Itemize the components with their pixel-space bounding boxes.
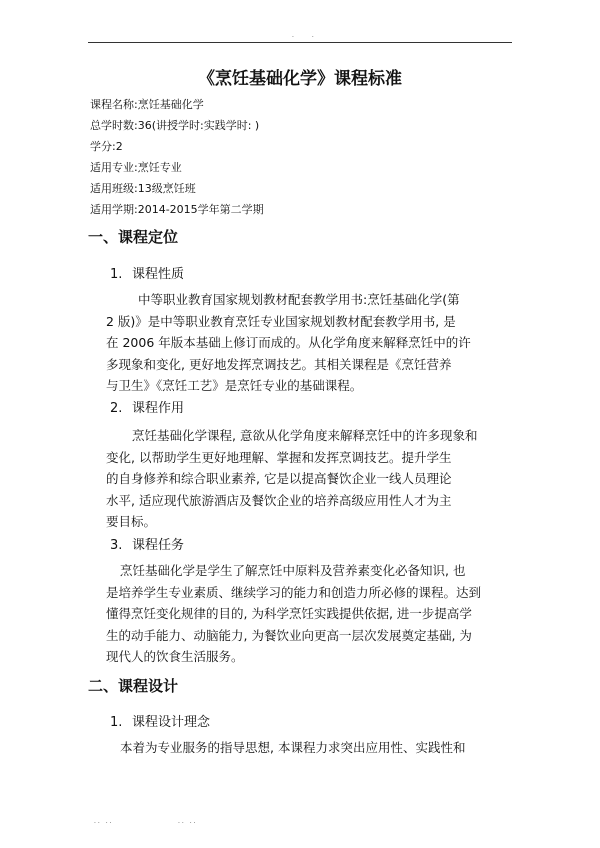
subsection-title: 课程性质	[132, 267, 185, 282]
paragraph-line: 要目标。	[106, 514, 157, 529]
subsection-heading-nature	[110, 263, 184, 282]
meta-semester: 适用学期:2014-2015学年第二学期	[90, 203, 264, 216]
paragraph-line: 2 版)》是中等职业教育烹饪专业国家规划教材配套教学用书, 是	[106, 313, 456, 329]
paragraph-design-concept	[106, 737, 516, 759]
subsection-heading-task	[110, 534, 184, 553]
paragraph-task	[106, 560, 516, 668]
section-heading-design: 二、课程设计	[88, 677, 179, 695]
subsection-title: 课程作用	[132, 401, 185, 416]
paragraph-line: 与卫生》《烹饪工艺》是烹饪专业的基础课程。	[106, 378, 363, 393]
header-rule	[88, 42, 512, 43]
document-title: 《烹饪基础化学》课程标准	[198, 69, 402, 89]
paragraph-line: 是培养学生专业素质、继续学习的能力和创造力所必修的课程。达到	[106, 584, 482, 600]
paragraph-line: 变化, 以帮助学生更好地理解、掌握和发挥烹调技艺。提升学生	[106, 449, 452, 465]
meta-course-name: 课程名称:烹饪基础化学	[90, 98, 204, 111]
paragraph-role	[106, 425, 516, 533]
paragraph-line: 在 2006 年版本基础上修订而成的。从化学角度来解释烹饪中的许	[106, 335, 471, 350]
header-marks: · ·	[292, 34, 322, 41]
paragraph-nature	[106, 289, 516, 397]
meta-class: 适用班级:13级烹饪班	[90, 182, 196, 195]
subsection-title: 课程设计理念	[132, 715, 211, 730]
subsection-heading-design-concept	[110, 711, 210, 730]
paragraph-line: 中等职业教育国家规划教材配套教学用书:烹饪基础化学(第	[138, 292, 460, 307]
meta-total-hours: 总学时数:36(讲授学时:实践学时: )	[90, 119, 260, 132]
paragraph-line: 多现象和变化, 更好地发挥烹调技艺。其相关课程是《烹饪营养	[106, 356, 452, 372]
paragraph-line: 本着为专业服务的指导思想, 本课程力求突出应用性、实践性和	[120, 740, 466, 755]
subsection-heading-role	[110, 397, 184, 416]
paragraph-line: 生的动手能力、动脑能力, 为餐饮业向更高一层次发展奠定基础, 为	[106, 627, 472, 643]
footer-marks-right: .. ..	[178, 818, 198, 825]
paragraph-line: 的自身修养和综合职业素养, 它是以提高餐饮企业一线人员理论	[106, 471, 452, 486]
subsection-number: 3.	[110, 538, 123, 553]
subsection-number: 2.	[110, 401, 123, 416]
footer-marks-left: .. ..	[94, 818, 114, 825]
paragraph-line: 烹饪基础化学课程, 意欲从化学角度来解释烹饪中的许多现象和	[132, 428, 478, 443]
subsection-number: 1.	[110, 267, 123, 282]
paragraph-line: 懂得烹饪变化规律的目的, 为科学烹饪实践提供依据, 进一步提高学	[106, 606, 472, 621]
paragraph-line: 烹饪基础化学是学生了解烹饪中原料及营养素变化必备知识, 也	[120, 563, 466, 578]
section-heading-positioning: 一、课程定位	[88, 228, 179, 246]
meta-major: 适用专业:烹饪专业	[90, 161, 182, 174]
paragraph-line: 水平, 适应现代旅游酒店及餐饮企业的培养高级应用性人才为主	[106, 492, 452, 508]
meta-credits: 学分:2	[90, 140, 123, 153]
subsection-number: 1.	[110, 715, 123, 730]
subsection-title: 课程任务	[132, 538, 185, 553]
paragraph-line: 现代人的饮食生活服务。	[106, 649, 244, 664]
